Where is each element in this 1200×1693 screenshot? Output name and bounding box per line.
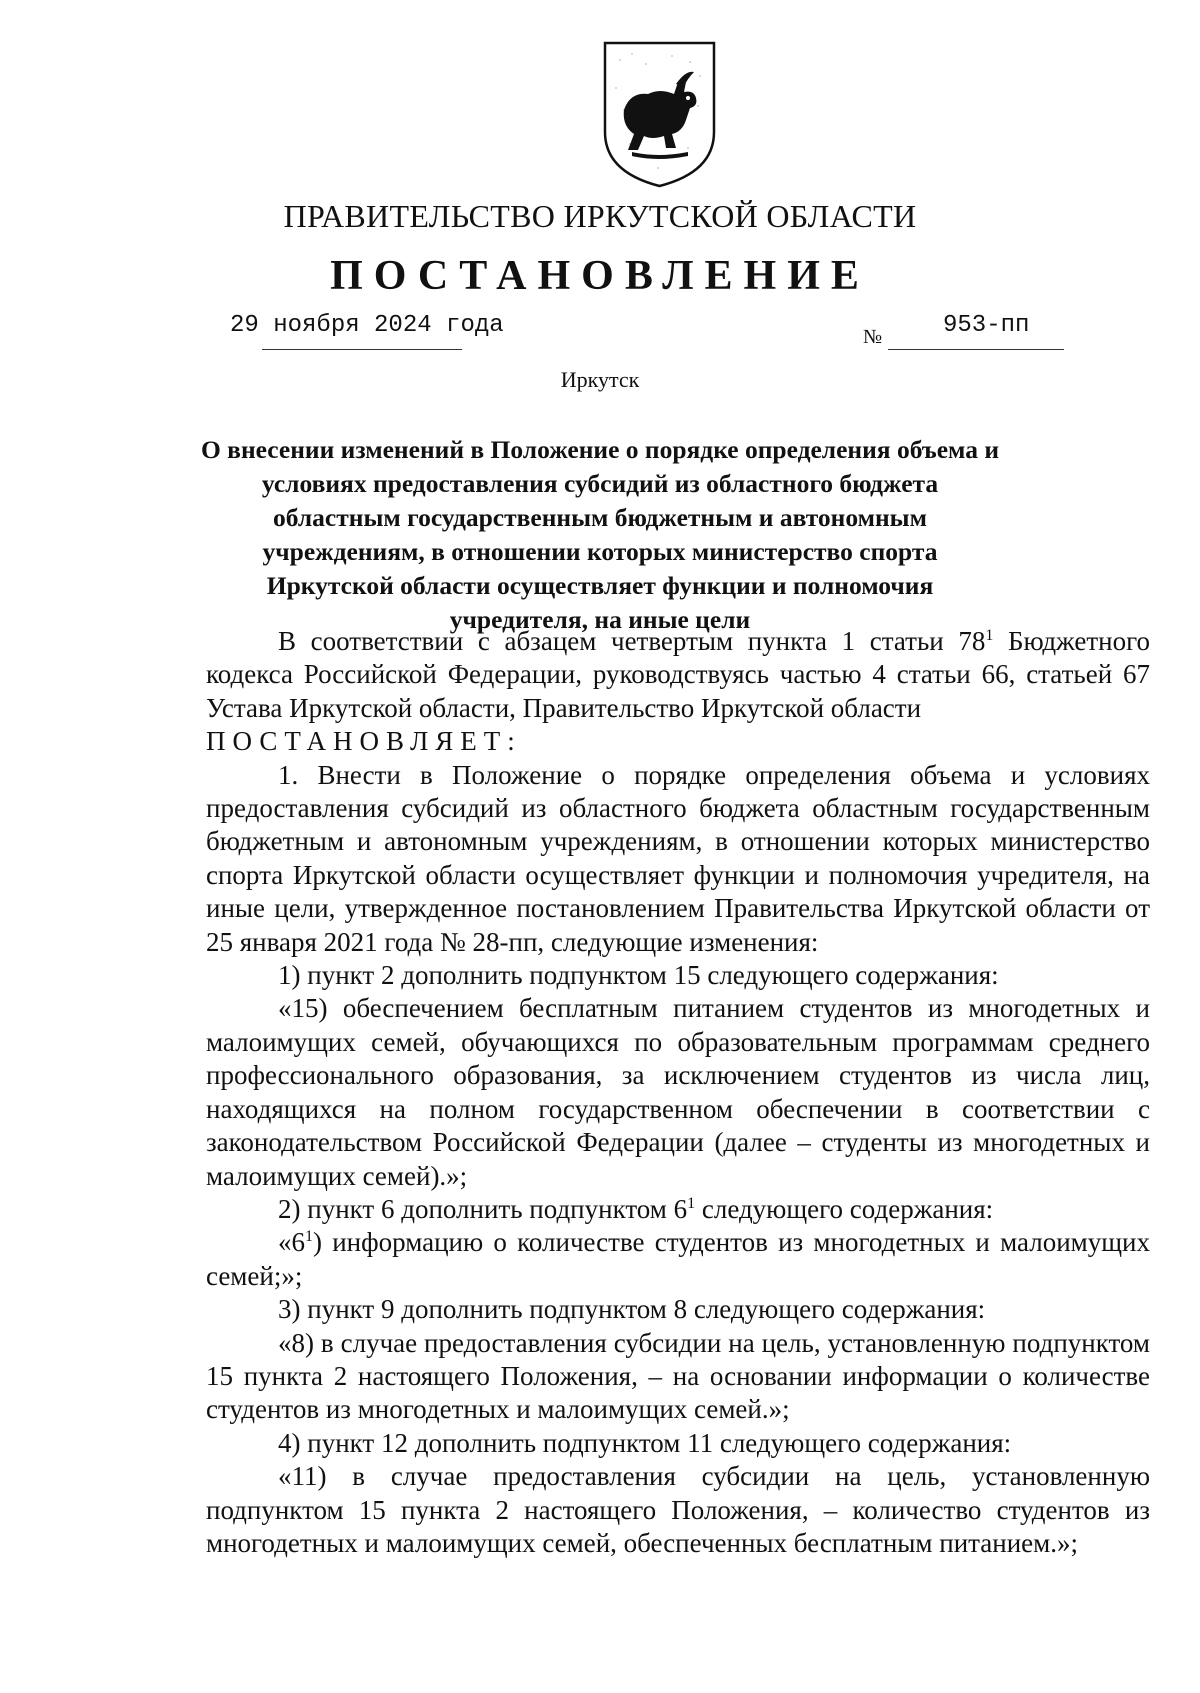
subitem-3: 3) пункт 9 дополнить подпунктом 8 следующего содержания: [278,1294,986,1325]
issue-city: Иркутск [560,367,640,392]
document-date: 29 ноября 2024 года [230,312,504,339]
preamble-paragraph: В соответствии с абзацем четвертым пункта 1 статьи $78^1$ Бюджетного кодекса Российской Федерации, руководствуясь частью 4 статьи 66, статьей 67 Устава Иркутской области, Правительство Иркутской области [206,626,1150,723]
subitem-2-text: «$6^1$) информацию о количестве студентов из многодетных и малоимущих семей;»; [206,1227,1150,1291]
subitem-2: 2) пункт 6 дополнить подпунктом $6^1$ следующего содержания: [278,1193,994,1224]
government-name: ПРАВИТЕЛЬСТВО ИРКУТСКОЙ ОБЛАСТИ [283,198,917,234]
number-sign: № [863,326,883,348]
subitem-1-text: «15) обеспечением бесплатным питанием студентов из многодетных и малоимущих семей, обучающихся по образовательным программам среднего профессионального образования, за исключением студентов из числа лиц, находящихся на полном государственном обеспечении в соответствии с законодательством Российской Федерации (далее – студенты из многодетных и малоимущих семей).»; [206,993,1150,1191]
subitem-4: 4) пункт 12 дополнить подпунктом 11 следующего содержания: [278,1427,1012,1458]
subitem-4-text: «11) в случае предоставления субсидии на цель, установленную подпунктом 15 пункта 2 настоящего Положения, – количество студентов из многодетных и малоимущих семей, обеспеченных бесплатным питанием.»; [206,1461,1150,1558]
document-number: 953-пп [943,312,1030,339]
number-underline [888,349,1064,350]
subitem-3-text: «8) в случае предоставления субсидии на цель, установленную подпунктом 15 пункта 2 настоящего Положения, – на основании информации о количестве студентов из многодетных и малоимущих семей.»; [206,1327,1150,1425]
document-type: ПОСТАНОВЛЕНИЕ [330,253,870,299]
coat-of-arms-emblem [602,40,717,188]
resolves-word: ПОСТАНОВЛЯЕТ: [206,726,522,757]
document-body [206,625,1150,1560]
date-underline [262,349,462,350]
document-title: О внесении изменений в Положение о порядке определения объема и условиях предоставления субсидий из областного бюджета областным государственным бюджетным и автономным учреждениям, в отношении которых министерство спорта Иркутской области осуществляет функции и полномочия учредителя, на иные цели [200,435,1000,634]
item-1-paragraph: 1. Внести в Положение о порядке определения объема и условиях предоставления субсидий из областного бюджета областным государственным бюджетным и автономным учреждениям, в отношении которых министерство спорта Иркутской области осуществляет функции и полномочия учредителя, на иные цели, утвержденное постановлением Правительства Иркутской области от 25 января 2021 года № 28-пп, следующие изменения: [206,759,1150,957]
subitem-1: 1) пункт 2 дополнить подпунктом 15 следующего содержания: [278,960,999,991]
